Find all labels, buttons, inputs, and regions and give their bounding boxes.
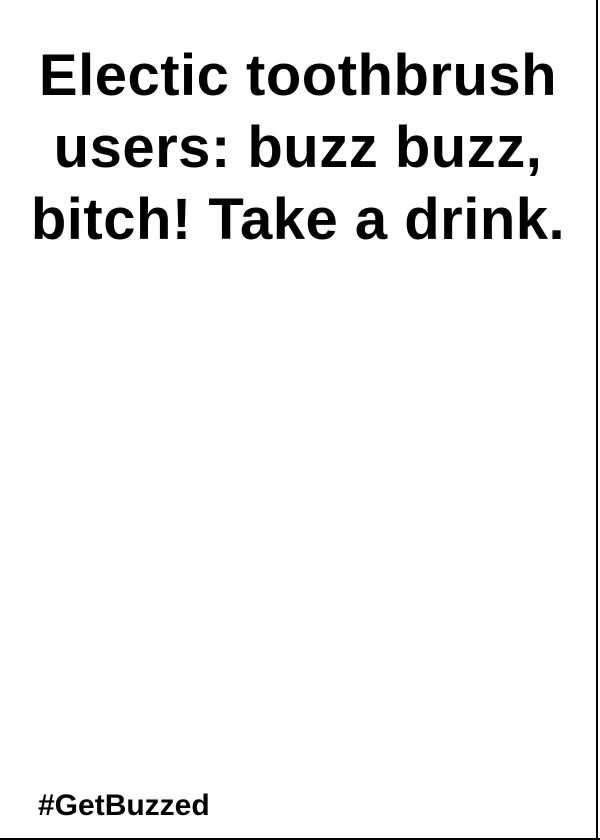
card-hashtag: #GetBuzzed — [38, 789, 210, 822]
card-right-border — [596, 0, 598, 840]
card-prompt-text: Electic toothbrush users: buzz buzz, bitch! Take a drink. — [30, 43, 566, 252]
